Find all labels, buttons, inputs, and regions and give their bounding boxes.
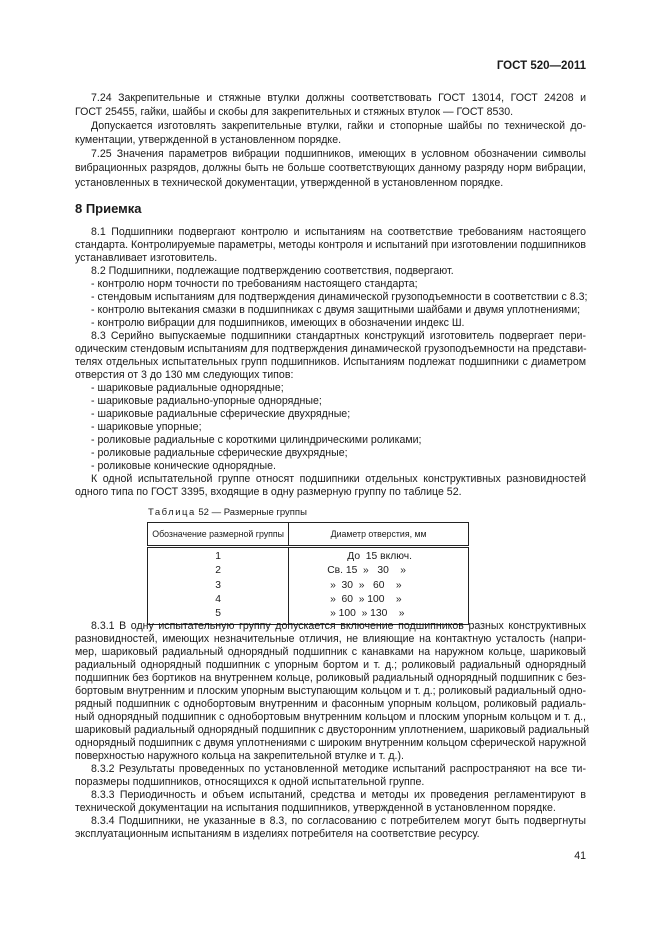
text-line: устанавливает изготовитель. xyxy=(75,252,218,264)
text-line: мер, шариковый радиальный однорядный подшипник с канавками на наружном кольце, шариковый xyxy=(75,646,586,658)
group-cell: 2 xyxy=(148,564,289,578)
list-item: - шариковые радиальные однорядные; xyxy=(91,382,284,394)
text-line: стандарта. Контролируемые параметры, методы контроля и испытаний при изготовлении подшипников xyxy=(75,239,586,251)
table-caption-label: Таблица xyxy=(148,507,196,518)
text-line: поразмеры подшипников, относящихся к одной испытательной группе. xyxy=(75,776,425,788)
text-line: эксплуатационным испытаниям в изделиях потребителя на соответствие ресурсу. xyxy=(75,828,480,840)
diameter-cell: » 60 » 100 » xyxy=(289,593,469,607)
group-cell: 5 xyxy=(148,607,289,625)
text-line: бортовым внутренним и плоским упорным выступающим кольцом и т. д.; роликовый радиальный одно- xyxy=(75,685,586,697)
text-line: 8.3.2 Результаты проведенных по установленной методике испытаний распространяют на все ти- xyxy=(91,763,586,775)
text-line: отверстия от 3 до 130 мм следующих типов: xyxy=(75,369,294,381)
text-line: радиальный однорядный подшипник с упорным бортом и т. д.; роликовый радиальный однорядный xyxy=(75,659,586,671)
text-line: установленных в технической документации, утвержденной в установленном порядке. xyxy=(75,176,504,189)
table-row xyxy=(148,593,469,607)
text-line: ГОСТ 25455, гайки, шайбы и скобы для закрепительных и стяжных втулок — ГОСТ 8530. xyxy=(75,106,514,119)
text-line: кументации, утвержденной в установленном порядке. xyxy=(75,134,342,147)
text-line: одическим стендовым испытаниям для подтверждения динамической грузоподъемности на представи- xyxy=(75,343,587,355)
text-line: подшипник без бортиков на внутреннем кольце, роликовый радиальный однорядный подшипник с без- xyxy=(75,672,586,684)
diameter-cell: » 100 » 130 » xyxy=(289,607,469,625)
list-item: - стендовым испытаниям для подтверждения динамической грузоподъемности в соответствии с 8.3; xyxy=(91,291,588,303)
text-line: разновидностей, имеющих незначительные отличия, не влияющие на контактную усталость (напри- xyxy=(75,633,586,645)
text-line: телях отдельных испытательных групп подшипников. Испытаниям подлежат подшипники с диаметром xyxy=(75,356,586,368)
text-line: 8.3.3 Периодичность и объем испытаний, средства и методы их проведения регламентируют в xyxy=(91,789,586,801)
text-line: технической документации на испытания подшипников, утвержденной в установленном порядке. xyxy=(75,802,556,814)
group-cell: 3 xyxy=(148,579,289,593)
text-line: 7.25 Значения параметров вибрации подшипников, имеющих в условном обозначении символы xyxy=(91,148,586,161)
text-line: Допускается изготовлять закрепительные втулки, гайки и стопорные шайбы по технической до- xyxy=(91,120,586,133)
list-item: - шариковые радиально-упорные однорядные; xyxy=(91,395,322,407)
group-cell: 1 xyxy=(148,547,289,565)
text-line: 7.24 Закрепительные и стяжные втулки должны соответствовать ГОСТ 13014, ГОСТ 24208 и xyxy=(91,92,586,104)
list-item: - роликовые радиальные с короткими цилиндрическими роликами; xyxy=(91,434,422,446)
table-row xyxy=(148,564,469,578)
size-groups-table xyxy=(147,522,469,625)
diameter-cell: » 30 » 60 » xyxy=(289,579,469,593)
list-item: - роликовые конические однорядные. xyxy=(91,460,276,472)
text-line: шариковый радиальный однорядный подшипник с двусторонним уплотнением, шариковый радиальный xyxy=(75,724,590,736)
table-header-diameter: Диаметр отверстия, мм xyxy=(289,523,469,547)
text-line: ный однорядный подшипник с однобортовым внутренним кольцом и плоским упорным кольцом и т. д., xyxy=(75,711,586,723)
list-item: - шариковые радиальные сферические двухрядные; xyxy=(91,408,351,420)
text-line: рядный подшипник с однобортовым внутренним и фасонным упорным кольцом, роликовый радиаль- xyxy=(75,698,586,710)
group-cell: 4 xyxy=(148,593,289,607)
list-item: - контролю вибрации для подшипников, имеющих в обозначении индекс Ш. xyxy=(91,317,465,329)
document-header: ГОСТ 520—2011 xyxy=(496,60,586,72)
diameter-cell: Св. 15 » 30 » xyxy=(289,564,469,578)
list-item: - роликовые радиальные сферические двухрядные; xyxy=(91,447,348,459)
list-item: - контролю норм точности по требованиям настоящего стандарта; xyxy=(91,278,418,290)
paragraph-8-2: 8.2 Подшипники, подлежащие подтверждению соответствия, подвергают. xyxy=(91,265,454,277)
text-line: вибрационных разрядов, должны быть не больше соответствующих данному разряду норм вибрации, xyxy=(75,162,586,175)
text-line: К одной испытательной группе относят подшипники отдельных конструктивных разновидностей xyxy=(91,473,586,485)
diameter-cell: До 15 включ. xyxy=(289,547,469,565)
text-line: 8.3.4 Подшипники, не указанные в 8.3, по согласованию с потребителем могут быть подвергнуты xyxy=(91,815,586,827)
text-line: поверхностью наружного кольца на закрепительной втулке и т. д.). xyxy=(75,750,404,762)
text-line: 8.1 Подшипники подвергают контролю и испытаниям на соответствие требованиям настоящего xyxy=(91,226,586,238)
table-row xyxy=(148,547,469,565)
table-caption-title: 52 — Размерные группы xyxy=(195,507,307,518)
list-item: - контролю вытекания смазки в подшипниках с двумя защитными шайбами и двумя уплотнениями; xyxy=(91,304,581,316)
section-7-paragraphs xyxy=(75,91,586,190)
text-line: 8.3.1 В одну испытательную группу допускается включение подшипников разных конструктивных xyxy=(91,620,586,632)
list-item: - шариковые упорные; xyxy=(91,421,202,433)
table-caption xyxy=(148,507,307,518)
table-row xyxy=(148,579,469,593)
text-line: одного типа по ГОСТ 3395, входящие в одну размерную группу по таблице 52. xyxy=(75,486,462,498)
section-8-paragraphs xyxy=(75,226,586,499)
table-header-group: Обозначение размерной группы xyxy=(148,523,289,547)
section-8-3-paragraphs xyxy=(75,620,590,841)
text-line: однорядный подшипник с двумя уплотнениями с широким внутренним кольцом сферической наружной xyxy=(75,737,587,749)
page-number: 41 xyxy=(574,850,586,862)
text-line: 8.3 Серийно выпускаемые подшипники стандартных конструкций изготовитель подвергает пери- xyxy=(91,330,586,342)
section-heading: 8 Приемка xyxy=(75,201,142,216)
